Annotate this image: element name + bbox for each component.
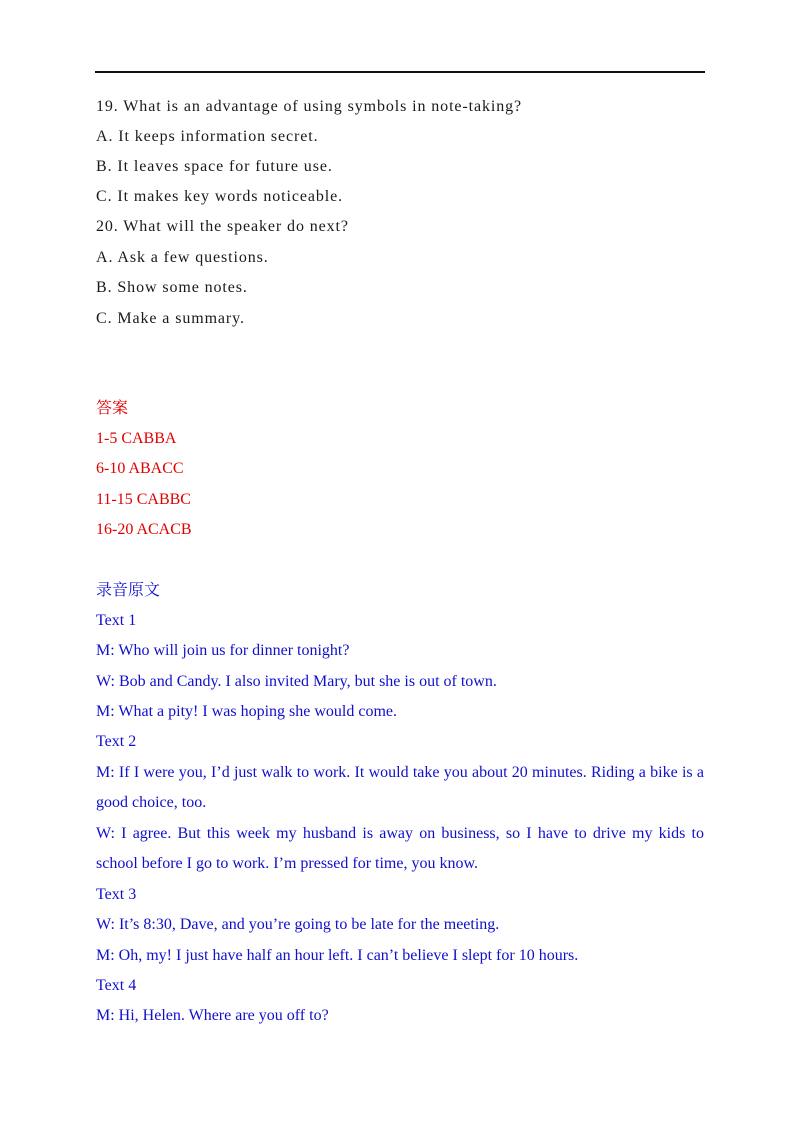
- answer-item: 11-15 CABBC: [96, 491, 191, 508]
- transcript-line: W: I agree. But this week my husband is away on business, so I have to drive my kids to: [96, 825, 704, 842]
- question-19-option-a: A. It keeps information secret.: [96, 128, 319, 145]
- transcript-line: M: What a pity! I was hoping she would come.: [96, 703, 397, 720]
- question-20-option-b: B. Show some notes.: [96, 279, 248, 296]
- transcript-text-label: Text 2: [96, 733, 137, 750]
- question-19-option-b: B. It leaves space for future use.: [96, 158, 333, 175]
- transcript-line: M: Hi, Helen. Where are you off to?: [96, 1007, 329, 1024]
- transcript-line: W: It’s 8:30, Dave, and you’re going to be late for the meeting.: [96, 916, 500, 933]
- transcript-text-label: Text 1: [96, 612, 137, 629]
- transcript-text-label: Text 4: [96, 977, 137, 994]
- question-19-stem: 19. What is an advantage of using symbols in note-taking?: [96, 98, 523, 115]
- transcript-line: W: Bob and Candy. I also invited Mary, but she is out of town.: [96, 673, 497, 690]
- transcript-text-label: Text 3: [96, 886, 137, 903]
- question-20-stem: 20. What will the speaker do next?: [96, 218, 349, 235]
- transcript-line: M: Who will join us for dinner tonight?: [96, 642, 350, 659]
- transcript-line: M: Oh, my! I just have half an hour left. I can’t believe I slept for 10 hours.: [96, 947, 579, 964]
- answer-item: 16-20 ACACB: [96, 521, 192, 538]
- question-20-option-c: C. Make a summary.: [96, 310, 245, 327]
- transcript-line: school before I go to work. I’m pressed for time, you know.: [96, 855, 478, 872]
- answers-heading: 答案: [96, 400, 129, 417]
- question-20-option-a: A. Ask a few questions.: [96, 249, 269, 266]
- header-rule: [95, 71, 705, 73]
- question-19-option-c: C. It makes key words noticeable.: [96, 188, 343, 205]
- transcript-line: M: If I were you, I’d just walk to work. It would take you about 20 minutes. Riding a bike is a: [96, 764, 704, 781]
- answer-item: 6-10 ABACC: [96, 460, 184, 477]
- transcript-line: good choice, too.: [96, 794, 207, 811]
- answer-item: 1-5 CABBA: [96, 430, 177, 447]
- transcript-heading: 录音原文: [96, 582, 161, 599]
